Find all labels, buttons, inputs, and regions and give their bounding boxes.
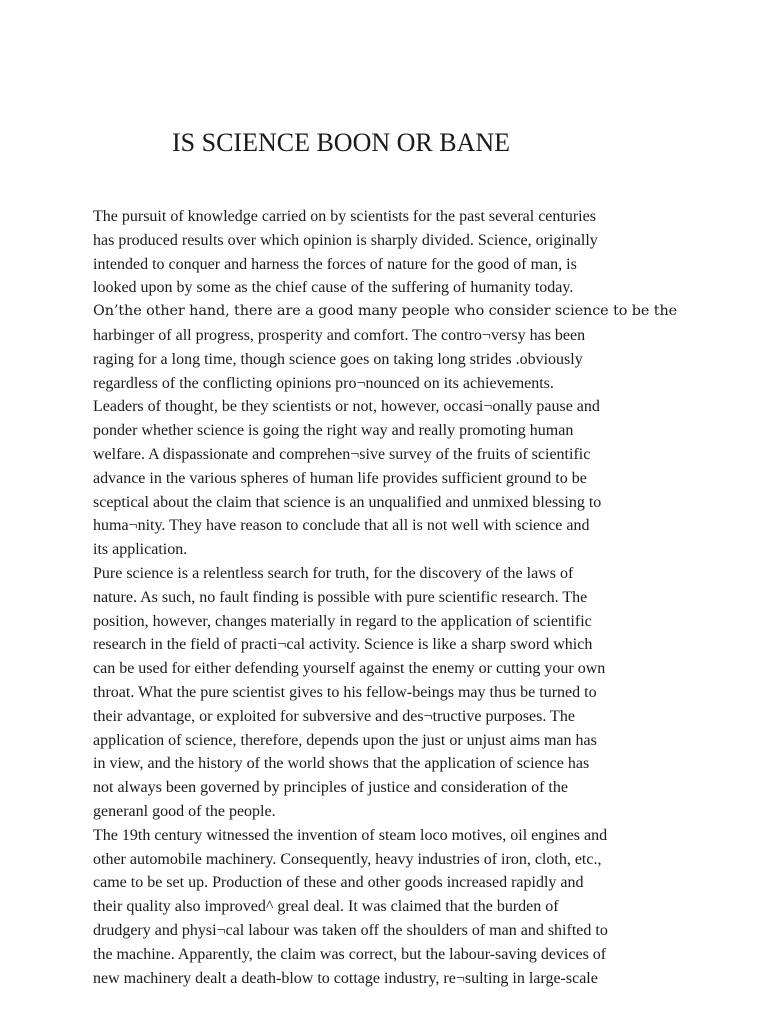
text-line: sceptical about the claim that science is an unqualified and unmixed blessing to — [93, 493, 602, 511]
text-line: throat. What the pure scientist gives to his fellow-beings may thus be turned to — [93, 683, 597, 701]
text-line: intended to conquer and harness the forces of nature for the good of man, is — [93, 255, 577, 273]
document-body — [93, 205, 753, 990]
text-line: The pursuit of knowledge carried on by scientists for the past several centuries — [93, 208, 596, 225]
text-line: their quality also improved^ greal deal. It was claimed that the burden of — [93, 898, 559, 916]
text-line: regardless of the conflicting opinions pro¬nounced on its achievements. — [93, 374, 554, 392]
text-line: position, however, changes materially in regard to the application of scientific — [93, 612, 592, 630]
text-line: Pure science is a relentless search for truth, for the discovery of the laws of — [93, 564, 574, 582]
text-line: its application. — [93, 541, 188, 559]
text-line: research in the field of practi¬cal activity. Science is like a sharp sword which — [93, 636, 593, 654]
text-line: other automobile machinery. Consequently, heavy industries of iron, cloth, etc., — [93, 850, 602, 868]
text-line: not always been governed by principles of justice and consideration of the — [93, 779, 568, 797]
text-line: in view, and the history of the world shows that the application of science has — [93, 755, 590, 773]
text-line: looked upon by some as the chief cause of the suffering of humanity today. — [93, 279, 574, 297]
text-line: generanl good of the people. — [93, 802, 276, 820]
text-line: huma¬nity. They have reason to conclude that all is not well with science and — [93, 517, 590, 535]
text-line: came to be set up. Production of these and other goods increased rapidly and — [93, 874, 584, 892]
text-line: harbinger of all progress, prosperity and comfort. The contro¬versy has been — [93, 326, 586, 344]
text-line: their advantage, or exploited for subversive and des¬tructive purposes. The — [93, 707, 575, 725]
text-line: welfare. A dispassionate and comprehen¬sive survey of the fruits of scientific — [93, 445, 591, 463]
text-line: ponder whether science is going the right way and really promoting human — [93, 422, 574, 440]
text-line: advance in the various spheres of human life provides sufficient ground to be — [93, 469, 587, 487]
text-line: raging for a long time, though science goes on taking long strides .obviously — [93, 350, 583, 368]
text-line: the machine. Apparently, the claim was correct, but the labour-saving devices of — [93, 945, 607, 963]
text-line: Leaders of thought, be they scientists or not, however, occasi¬onally pause and — [93, 398, 600, 416]
text-line: nature. As such, no fault finding is possible with pure scientific research. The — [93, 588, 588, 606]
text-line: drudgery and physi¬cal labour was taken off the shoulders of man and shifted to — [93, 921, 608, 939]
text-line: has produced results over which opinion is sharply divided. Science, originally — [93, 231, 598, 249]
text-line: application of science, therefore, depends upon the just or unjust aims man has — [93, 731, 597, 749]
text-line: can be used for either defending yourself against the enemy or cutting your own — [93, 660, 606, 678]
text-line: new machinery dealt a death-blow to cottage industry, re¬sulting in large-scale — [93, 969, 598, 987]
text-line: On’the other hand, there are a good many people who consider science to be the — [93, 303, 678, 320]
text-line: The 19th century witnessed the invention of steam loco motives, oil engines and — [93, 826, 608, 844]
document-title: IS SCIENCE BOON OR BANE — [172, 128, 511, 157]
